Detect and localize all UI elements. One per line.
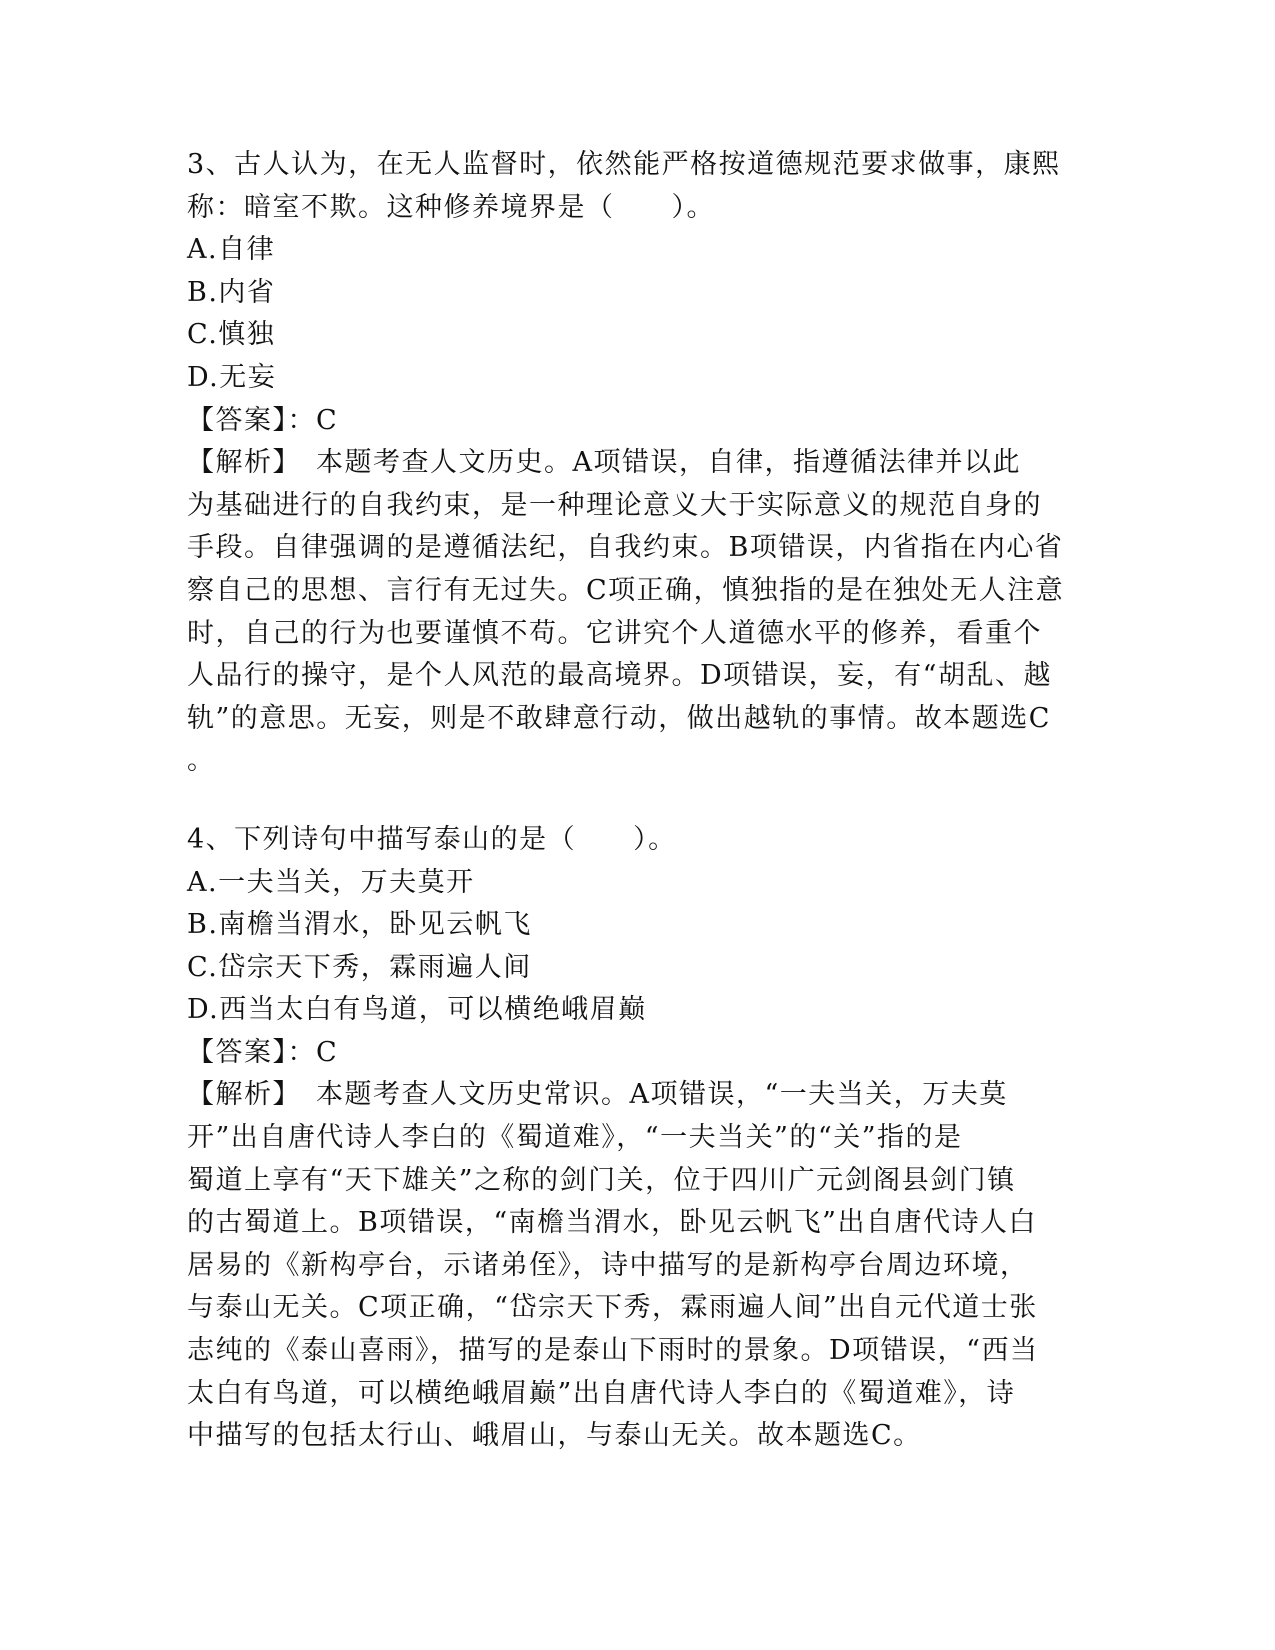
explanation-line: 中描写的包括太行山、峨眉山，与泰山无关。故本题选C。 [187, 1420, 922, 1452]
explanation-line: 开”出自唐代诗人李白的《蜀道难》，“一夫当关”的“关”指的是 [187, 1122, 963, 1154]
explanation-line: 手段。自律强调的是遵循法纪，自我约束。B项错误，内省指在内心省 [187, 532, 1064, 564]
option-c: C.岱宗天下秀，霖雨遍人间 [187, 951, 532, 983]
explanation-line: 【解析】 本题考查人文历史。A项错误，自律，指遵循法律并以此 [187, 447, 1021, 479]
option-c: C.慎独 [187, 319, 276, 351]
explanation-line: 蜀道上享有“天下雄关”之称的剑门关，位于四川广元剑阁县剑门镇 [187, 1164, 1016, 1196]
explanation-line: 【解析】 本题考查人文历史常识。A项错误，“一夫当关，万夫莫 [187, 1079, 1008, 1111]
explanation-line: 轨”的意思。无妄，则是不敢肆意行动，做出越轨的事情。故本题选C [187, 702, 1051, 734]
document-page [187, 144, 1087, 1458]
explanation-line: 志纯的《泰山喜雨》，描写的是泰山下雨时的景象。D项错误，“西当 [187, 1335, 1039, 1367]
explanation-line: 为基础进行的自我约束，是一种理论意义大于实际意义的规范自身的 [187, 489, 1042, 521]
option-d: D.无妄 [187, 361, 277, 393]
explanation-line: 人品行的操守，是个人风范的最高境界。D项错误，妄，有“胡乱、越 [187, 660, 1052, 692]
option-d: D.西当太白有鸟道，可以横绝峨眉巅 [187, 994, 647, 1026]
question-block [187, 144, 1087, 783]
explanation-line: 时，自己的行为也要谨慎不苟。它讲究个人道德水平的修养，看重个 [187, 617, 1042, 649]
explanation-line: 的古蜀道上。B项错误，“南檐当渭水，卧见云帆飞”出自唐代诗人白 [187, 1207, 1037, 1239]
option-a: A.一夫当关，万夫莫开 [187, 866, 475, 898]
explanation-line: 居易的《新构亭台，示诸弟侄》，诗中描写的是新构亭台周边环境， [187, 1249, 1029, 1281]
explanation-line: 察自己的思想、言行有无过失。C项正确，慎独指的是在独处无人注意 [187, 574, 1065, 606]
question-block [187, 819, 1087, 1458]
option-b: B.内省 [187, 276, 276, 308]
option-b: B.南檐当渭水，卧见云帆飞 [187, 909, 532, 941]
question-stem-line: 4、下列诗句中描写泰山的是（ ）。 [187, 823, 677, 855]
question-stem-line: 称：暗室不欺。这种修养境界是（ ）。 [187, 191, 715, 223]
answer-line: 【答案】：C [187, 1036, 339, 1068]
option-a: A.自律 [187, 234, 276, 266]
explanation-line: 。 [187, 745, 216, 777]
explanation-line: 太白有鸟道，可以横绝峨眉巅”出自唐代诗人李白的《蜀道难》，诗 [187, 1377, 1016, 1409]
question-stem-line: 3、古人认为，在无人监督时，依然能严格按道德规范要求做事，康熙 [187, 149, 1061, 180]
question-separator [187, 783, 1087, 819]
answer-line: 【答案】：C [187, 404, 339, 436]
explanation-line: 与泰山无关。C项正确，“岱宗天下秀，霖雨遍人间”出自元代道士张 [187, 1292, 1038, 1324]
